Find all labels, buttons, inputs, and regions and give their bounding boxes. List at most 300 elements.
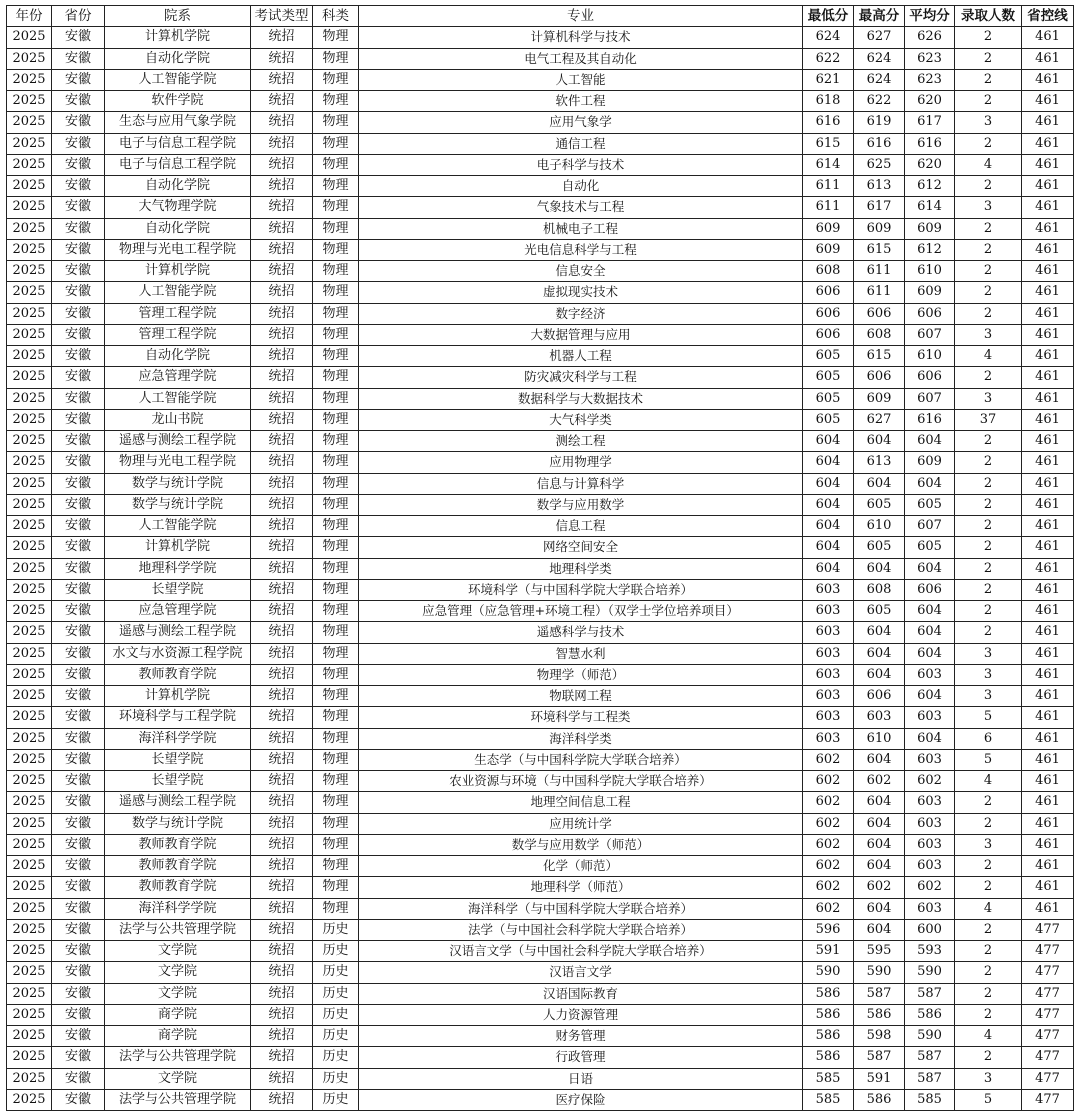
- exam-type-cell: 统招: [251, 367, 313, 388]
- exam-type-cell: 统招: [251, 112, 313, 133]
- avg-score-cell: 587: [905, 1068, 955, 1089]
- major-cell: 计算机科学与技术: [359, 27, 803, 48]
- admitted-count-cell: 3: [955, 664, 1022, 685]
- province-cell: 安徽: [52, 707, 105, 728]
- min-score-cell: 624: [803, 27, 854, 48]
- subject-cell: 物理: [313, 452, 359, 473]
- max-score-cell: 604: [854, 856, 905, 877]
- admitted-count-cell: 2: [955, 579, 1022, 600]
- table-row: [7, 601, 1074, 622]
- avg-score-cell: 604: [905, 622, 955, 643]
- table-row: [7, 1089, 1074, 1110]
- exam-type-cell: 统招: [251, 834, 313, 855]
- table-row: [7, 1004, 1074, 1025]
- major-cell: 通信工程: [359, 133, 803, 154]
- major-cell: 大数据管理与应用: [359, 324, 803, 345]
- max-score-cell: 609: [854, 218, 905, 239]
- year-cell: 2025: [7, 537, 52, 558]
- exam-type-cell: 统招: [251, 197, 313, 218]
- min-score-cell: 602: [803, 834, 854, 855]
- major-cell: 环境科学与工程类: [359, 707, 803, 728]
- max-score-cell: 598: [854, 1026, 905, 1047]
- table-body: [7, 27, 1074, 1111]
- table-row: [7, 112, 1074, 133]
- exam-type-cell: 统招: [251, 409, 313, 430]
- year-cell: 2025: [7, 27, 52, 48]
- table-row: [7, 834, 1074, 855]
- major-cell: 地理科学类: [359, 558, 803, 579]
- min-score-cell: 602: [803, 856, 854, 877]
- avg-score-cell: 604: [905, 431, 955, 452]
- exam-type-cell: 统招: [251, 664, 313, 685]
- admitted-count-cell: 3: [955, 324, 1022, 345]
- table-row: [7, 409, 1074, 430]
- max-score-cell: 604: [854, 749, 905, 770]
- year-cell: 2025: [7, 261, 52, 282]
- max-score-cell: 586: [854, 1089, 905, 1110]
- table-row: [7, 941, 1074, 962]
- min-score-cell: 605: [803, 409, 854, 430]
- max-score-cell: 604: [854, 558, 905, 579]
- province-cell: 安徽: [52, 856, 105, 877]
- control-line-cell: 477: [1022, 1047, 1074, 1068]
- min-score-cell: 586: [803, 1004, 854, 1025]
- max-score-cell: 604: [854, 473, 905, 494]
- major-cell: 气象技术与工程: [359, 197, 803, 218]
- province-cell: 安徽: [52, 176, 105, 197]
- min-score-cell: 602: [803, 771, 854, 792]
- min-score-cell: 606: [803, 282, 854, 303]
- department-cell: 自动化学院: [105, 346, 251, 367]
- major-cell: 电子科学与技术: [359, 154, 803, 175]
- subject-cell: 历史: [313, 1089, 359, 1110]
- control-line-cell: 461: [1022, 516, 1074, 537]
- province-cell: 安徽: [52, 941, 105, 962]
- subject-cell: 物理: [313, 218, 359, 239]
- avg-score-cell: 607: [905, 324, 955, 345]
- department-cell: 自动化学院: [105, 176, 251, 197]
- avg-score-cell: 620: [905, 91, 955, 112]
- exam-type-cell: 统招: [251, 346, 313, 367]
- min-score-cell: 609: [803, 239, 854, 260]
- max-score-cell: 619: [854, 112, 905, 133]
- year-cell: 2025: [7, 877, 52, 898]
- year-cell: 2025: [7, 813, 52, 834]
- department-cell: 自动化学院: [105, 48, 251, 69]
- avg-score-cell: 609: [905, 452, 955, 473]
- department-cell: 长望学院: [105, 749, 251, 770]
- exam-type-cell: 统招: [251, 686, 313, 707]
- exam-type-cell: 统招: [251, 856, 313, 877]
- control-line-cell: 461: [1022, 856, 1074, 877]
- avg-score-cell: 623: [905, 69, 955, 90]
- admitted-count-cell: 3: [955, 112, 1022, 133]
- major-cell: 人力资源管理: [359, 1004, 803, 1025]
- department-cell: 龙山书院: [105, 409, 251, 430]
- admitted-count-cell: 2: [955, 473, 1022, 494]
- subject-cell: 物理: [313, 749, 359, 770]
- avg-score-cell: 604: [905, 473, 955, 494]
- control-line-cell: 461: [1022, 388, 1074, 409]
- province-cell: 安徽: [52, 579, 105, 600]
- admitted-count-cell: 3: [955, 643, 1022, 664]
- admitted-count-cell: 2: [955, 48, 1022, 69]
- year-cell: 2025: [7, 1089, 52, 1110]
- year-cell: 2025: [7, 303, 52, 324]
- province-cell: 安徽: [52, 516, 105, 537]
- subject-cell: 物理: [313, 112, 359, 133]
- avg-score-cell: 614: [905, 197, 955, 218]
- year-cell: 2025: [7, 218, 52, 239]
- table-row: [7, 494, 1074, 515]
- exam-type-cell: 统招: [251, 707, 313, 728]
- control-line-cell: 477: [1022, 1026, 1074, 1047]
- major-cell: 软件工程: [359, 91, 803, 112]
- department-cell: 遥感与测绘工程学院: [105, 792, 251, 813]
- control-line-cell: 477: [1022, 1004, 1074, 1025]
- department-cell: 人工智能学院: [105, 282, 251, 303]
- year-cell: 2025: [7, 176, 52, 197]
- control-line-cell: 461: [1022, 834, 1074, 855]
- subject-cell: 物理: [313, 176, 359, 197]
- min-score-cell: 603: [803, 643, 854, 664]
- table-row: [7, 792, 1074, 813]
- min-score-cell: 616: [803, 112, 854, 133]
- min-score-cell: 602: [803, 898, 854, 919]
- major-cell: 数学与应用数学（师范）: [359, 834, 803, 855]
- province-cell: 安徽: [52, 91, 105, 112]
- max-score-cell: 615: [854, 346, 905, 367]
- year-cell: 2025: [7, 898, 52, 919]
- min-score-cell: 602: [803, 813, 854, 834]
- department-cell: 商学院: [105, 1004, 251, 1025]
- table-row: [7, 919, 1074, 940]
- department-cell: 应急管理学院: [105, 367, 251, 388]
- avg-score-cell: 605: [905, 537, 955, 558]
- year-cell: 2025: [7, 728, 52, 749]
- min-score-cell: 603: [803, 664, 854, 685]
- exam-type-cell: 统招: [251, 452, 313, 473]
- control-line-cell: 461: [1022, 792, 1074, 813]
- max-score-cell: 604: [854, 792, 905, 813]
- department-cell: 长望学院: [105, 579, 251, 600]
- control-line-cell: 461: [1022, 69, 1074, 90]
- major-cell: 环境科学（与中国科学院大学联合培养）: [359, 579, 803, 600]
- major-cell: 遥感科学与技术: [359, 622, 803, 643]
- subject-cell: 物理: [313, 69, 359, 90]
- major-cell: 汉语国际教育: [359, 983, 803, 1004]
- max-score-cell: 609: [854, 388, 905, 409]
- avg-score-cell: 605: [905, 494, 955, 515]
- control-line-cell: 461: [1022, 261, 1074, 282]
- department-cell: 自动化学院: [105, 218, 251, 239]
- admitted-count-cell: 2: [955, 856, 1022, 877]
- max-score-cell: 604: [854, 919, 905, 940]
- major-cell: 机械电子工程: [359, 218, 803, 239]
- avg-score-cell: 593: [905, 941, 955, 962]
- min-score-cell: 604: [803, 558, 854, 579]
- admitted-count-cell: 2: [955, 983, 1022, 1004]
- exam-type-cell: 统招: [251, 579, 313, 600]
- department-cell: 海洋科学学院: [105, 898, 251, 919]
- admitted-count-cell: 3: [955, 1068, 1022, 1089]
- year-cell: 2025: [7, 856, 52, 877]
- admitted-count-cell: 2: [955, 1047, 1022, 1068]
- control-line-cell: 461: [1022, 452, 1074, 473]
- major-cell: 日语: [359, 1068, 803, 1089]
- exam-type-cell: 统招: [251, 1026, 313, 1047]
- min-score-cell: 602: [803, 877, 854, 898]
- table-row: [7, 197, 1074, 218]
- year-cell: 2025: [7, 473, 52, 494]
- department-cell: 环境科学与工程学院: [105, 707, 251, 728]
- subject-cell: 物理: [313, 409, 359, 430]
- province-cell: 安徽: [52, 154, 105, 175]
- subject-cell: 历史: [313, 1026, 359, 1047]
- province-cell: 安徽: [52, 834, 105, 855]
- table-row: [7, 707, 1074, 728]
- avg-score-cell: 610: [905, 261, 955, 282]
- admitted-count-cell: 2: [955, 431, 1022, 452]
- avg-score-cell: 606: [905, 303, 955, 324]
- max-score-cell: 624: [854, 48, 905, 69]
- avg-score-cell: 604: [905, 643, 955, 664]
- department-cell: 电子与信息工程学院: [105, 154, 251, 175]
- province-cell: 安徽: [52, 1047, 105, 1068]
- avg-score-cell: 602: [905, 771, 955, 792]
- min-score-cell: 606: [803, 303, 854, 324]
- control-line-cell: 461: [1022, 877, 1074, 898]
- major-cell: 物理学（师范）: [359, 664, 803, 685]
- avg-score-cell: 600: [905, 919, 955, 940]
- table-row: [7, 749, 1074, 770]
- control-line-cell: 477: [1022, 962, 1074, 983]
- control-line-cell: 461: [1022, 579, 1074, 600]
- admitted-count-cell: 2: [955, 282, 1022, 303]
- control-line-cell: 461: [1022, 494, 1074, 515]
- subject-cell: 物理: [313, 856, 359, 877]
- province-cell: 安徽: [52, 622, 105, 643]
- control-line-cell: 461: [1022, 367, 1074, 388]
- major-cell: 生态学（与中国科学院大学联合培养）: [359, 749, 803, 770]
- department-cell: 人工智能学院: [105, 388, 251, 409]
- max-score-cell: 611: [854, 261, 905, 282]
- table-row: [7, 282, 1074, 303]
- avg-score-cell: 590: [905, 1026, 955, 1047]
- table-row: [7, 664, 1074, 685]
- admitted-count-cell: 2: [955, 1004, 1022, 1025]
- avg-score-cell: 603: [905, 834, 955, 855]
- year-cell: 2025: [7, 112, 52, 133]
- avg-score-cell: 603: [905, 898, 955, 919]
- province-cell: 安徽: [52, 452, 105, 473]
- subject-cell: 历史: [313, 941, 359, 962]
- admitted-count-cell: 4: [955, 898, 1022, 919]
- exam-type-cell: 统招: [251, 728, 313, 749]
- exam-type-cell: 统招: [251, 1089, 313, 1110]
- province-cell: 安徽: [52, 367, 105, 388]
- avg-score-cell: 604: [905, 558, 955, 579]
- major-cell: 海洋科学（与中国科学院大学联合培养）: [359, 898, 803, 919]
- avg-score-cell: 603: [905, 856, 955, 877]
- admitted-count-cell: 3: [955, 834, 1022, 855]
- subject-cell: 物理: [313, 707, 359, 728]
- exam-type-cell: 统招: [251, 941, 313, 962]
- department-cell: 文学院: [105, 1068, 251, 1089]
- col-header-department: 院系: [105, 6, 251, 27]
- department-cell: 商学院: [105, 1026, 251, 1047]
- year-cell: 2025: [7, 133, 52, 154]
- avg-score-cell: 603: [905, 792, 955, 813]
- subject-cell: 物理: [313, 48, 359, 69]
- province-cell: 安徽: [52, 324, 105, 345]
- subject-cell: 物理: [313, 579, 359, 600]
- table-row: [7, 473, 1074, 494]
- min-score-cell: 602: [803, 792, 854, 813]
- province-cell: 安徽: [52, 239, 105, 260]
- department-cell: 法学与公共管理学院: [105, 1047, 251, 1068]
- avg-score-cell: 604: [905, 728, 955, 749]
- admitted-count-cell: 5: [955, 707, 1022, 728]
- province-cell: 安徽: [52, 388, 105, 409]
- exam-type-cell: 统招: [251, 749, 313, 770]
- year-cell: 2025: [7, 749, 52, 770]
- admitted-count-cell: 4: [955, 1026, 1022, 1047]
- admitted-count-cell: 2: [955, 537, 1022, 558]
- year-cell: 2025: [7, 941, 52, 962]
- avg-score-cell: 585: [905, 1089, 955, 1110]
- province-cell: 安徽: [52, 919, 105, 940]
- table-row: [7, 367, 1074, 388]
- subject-cell: 物理: [313, 303, 359, 324]
- major-cell: 海洋科学类: [359, 728, 803, 749]
- max-score-cell: 625: [854, 154, 905, 175]
- table-row: [7, 388, 1074, 409]
- department-cell: 大气物理学院: [105, 197, 251, 218]
- major-cell: 智慧水利: [359, 643, 803, 664]
- subject-cell: 物理: [313, 898, 359, 919]
- province-cell: 安徽: [52, 898, 105, 919]
- year-cell: 2025: [7, 643, 52, 664]
- department-cell: 软件学院: [105, 91, 251, 112]
- department-cell: 文学院: [105, 962, 251, 983]
- subject-cell: 物理: [313, 346, 359, 367]
- province-cell: 安徽: [52, 792, 105, 813]
- col-header-major: 专业: [359, 6, 803, 27]
- department-cell: 生态与应用气象学院: [105, 112, 251, 133]
- subject-cell: 历史: [313, 1047, 359, 1068]
- avg-score-cell: 602: [905, 877, 955, 898]
- admitted-count-cell: 2: [955, 452, 1022, 473]
- department-cell: 计算机学院: [105, 686, 251, 707]
- min-score-cell: 605: [803, 346, 854, 367]
- control-line-cell: 461: [1022, 197, 1074, 218]
- table-row: [7, 771, 1074, 792]
- department-cell: 物理与光电工程学院: [105, 452, 251, 473]
- major-cell: 电气工程及其自动化: [359, 48, 803, 69]
- max-score-cell: 610: [854, 728, 905, 749]
- major-cell: 数字经济: [359, 303, 803, 324]
- control-line-cell: 461: [1022, 154, 1074, 175]
- control-line-cell: 461: [1022, 282, 1074, 303]
- subject-cell: 物理: [313, 516, 359, 537]
- min-score-cell: 604: [803, 452, 854, 473]
- major-cell: 汉语言文学（与中国社会科学院大学联合培养）: [359, 941, 803, 962]
- year-cell: 2025: [7, 707, 52, 728]
- exam-type-cell: 统招: [251, 69, 313, 90]
- admitted-count-cell: 2: [955, 601, 1022, 622]
- exam-type-cell: 统招: [251, 154, 313, 175]
- max-score-cell: 604: [854, 834, 905, 855]
- subject-cell: 物理: [313, 601, 359, 622]
- col-header-exam-type: 考试类型: [251, 6, 313, 27]
- province-cell: 安徽: [52, 112, 105, 133]
- province-cell: 安徽: [52, 133, 105, 154]
- min-score-cell: 604: [803, 516, 854, 537]
- max-score-cell: 615: [854, 239, 905, 260]
- max-score-cell: 604: [854, 898, 905, 919]
- max-score-cell: 604: [854, 622, 905, 643]
- table-row: [7, 48, 1074, 69]
- department-cell: 计算机学院: [105, 261, 251, 282]
- major-cell: 信息工程: [359, 516, 803, 537]
- department-cell: 物理与光电工程学院: [105, 239, 251, 260]
- admitted-count-cell: 2: [955, 91, 1022, 112]
- avg-score-cell: 590: [905, 962, 955, 983]
- min-score-cell: 604: [803, 473, 854, 494]
- max-score-cell: 606: [854, 686, 905, 707]
- province-cell: 安徽: [52, 749, 105, 770]
- table-row: [7, 27, 1074, 48]
- major-cell: 信息安全: [359, 261, 803, 282]
- min-score-cell: 609: [803, 218, 854, 239]
- major-cell: 法学（与中国社会科学院大学联合培养）: [359, 919, 803, 940]
- max-score-cell: 591: [854, 1068, 905, 1089]
- table-row: [7, 261, 1074, 282]
- subject-cell: 物理: [313, 27, 359, 48]
- subject-cell: 物理: [313, 686, 359, 707]
- subject-cell: 历史: [313, 983, 359, 1004]
- avg-score-cell: 616: [905, 133, 955, 154]
- major-cell: 应急管理（应急管理+环境工程）（双学士学位培养项目）: [359, 601, 803, 622]
- exam-type-cell: 统招: [251, 601, 313, 622]
- min-score-cell: 596: [803, 919, 854, 940]
- exam-type-cell: 统招: [251, 537, 313, 558]
- department-cell: 数学与统计学院: [105, 494, 251, 515]
- year-cell: 2025: [7, 962, 52, 983]
- department-cell: 数学与统计学院: [105, 813, 251, 834]
- table-row: [7, 1026, 1074, 1047]
- year-cell: 2025: [7, 579, 52, 600]
- table-row: [7, 877, 1074, 898]
- exam-type-cell: 统招: [251, 48, 313, 69]
- subject-cell: 物理: [313, 91, 359, 112]
- admitted-count-cell: 5: [955, 1089, 1022, 1110]
- table-row: [7, 69, 1074, 90]
- year-cell: 2025: [7, 154, 52, 175]
- department-cell: 教师教育学院: [105, 856, 251, 877]
- avg-score-cell: 603: [905, 749, 955, 770]
- major-cell: 财务管理: [359, 1026, 803, 1047]
- exam-type-cell: 统招: [251, 1047, 313, 1068]
- province-cell: 安徽: [52, 601, 105, 622]
- max-score-cell: 604: [854, 813, 905, 834]
- avg-score-cell: 607: [905, 516, 955, 537]
- admitted-count-cell: 2: [955, 792, 1022, 813]
- min-score-cell: 586: [803, 1047, 854, 1068]
- min-score-cell: 621: [803, 69, 854, 90]
- year-cell: 2025: [7, 919, 52, 940]
